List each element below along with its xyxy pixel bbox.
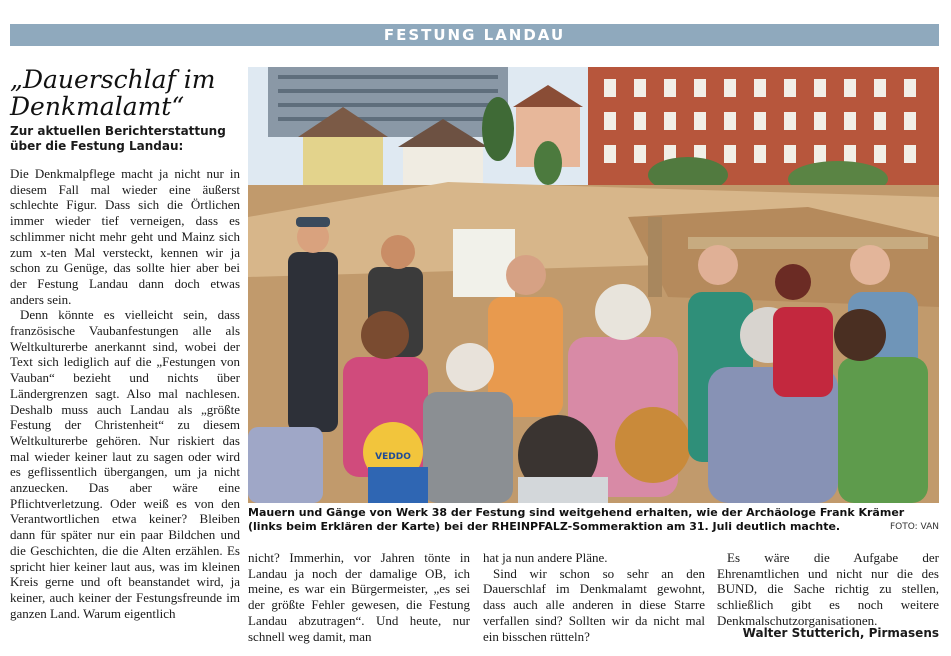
excavation-photo-illustration (248, 67, 939, 503)
section-banner: FESTUNG LANDAU (10, 24, 939, 46)
text-column-3 (483, 550, 705, 644)
site-map (453, 229, 515, 297)
author-signature: Walter Stutterich, Pirmasens (742, 626, 939, 640)
photo-credit: FOTO: VAN (889, 522, 939, 532)
cap-badge: VEDDO (375, 452, 411, 462)
tree (482, 97, 514, 161)
article-photo (248, 67, 939, 503)
text-column-4 (717, 550, 939, 629)
letter-subhead: Zur aktuellen Berichterstattung über die Festung Landau: (10, 124, 226, 153)
paragraph: Die Denkmalpflege macht ja nicht nur in diesem Fall mal wieder eine äußerst schlechte Figur. Dass sich die Örtlichen immer wieder tief verneigen, dass es schlimmer nicht mehr geht und Mainz sich zum x-ten Mal versteckt, kennen wir ja schon zu Genüge, das sollte hier aber bei der Festung Landau dann doch etwas anders sein. (10, 166, 240, 307)
paragraph: Denn könnte es vielleicht sein, dass französische Vaubanfestungen alle als Weltkulturerbe anerkannt sind, wobei der Text sich lediglich auf die „Festungen von Vauban“ bezieht und nichts über Ländergrenzen sagt. Also mal nachlesen. Deshalb muss auch Landau als „größte Festung der Christenheit“ zu diesem Weltkulturerbe gehören. Nur riskiert das mal wieder keiner laut zu sagen oder wird es geflissentlich übergangen, um ja nicht anzuecken. Das aber wäre eine Pflichtverletzung. Oder weiß es von den Verantwortlichen etwa keiner? Bleiben dann für später nur ein paar Bildchen und die Geschichten, die die Alten erzählen. Es spricht hier keiner laut aus, was im kleinen Kreis gerne und oft beanstandet wird, ja keiner, auch keiner der Festungsfreunde im ganzen Land. Warum eigentlich (10, 307, 240, 621)
paragraph: Es wäre die Aufgabe der Ehrenamtlichen und nicht nur die des BUND, die Sache richtig zu stellen, schließlich gibt es noch weitere Denkmalschutzorganisationen. (717, 550, 939, 628)
paragraph: Sind wir schon so sehr an den Dauerschlaf im Denkmalamt gewohnt, dass auch alle anderen in diese Starre verfallen sind? Sollten wir da nicht mal ein bisschen rütteln? (483, 565, 705, 644)
text-column-1 (10, 166, 240, 621)
fortress-wall (648, 217, 662, 297)
tree (534, 141, 562, 185)
photo-caption: Mauern und Gänge von Werk 38 der Festung sind weitgehend erhalten, wie der Archäologe Frank Krämer (links beim Erklären der Karte) bei der RHEINPFALZ-Sommeraktion am 31. Juli deutlich machte. (248, 506, 905, 533)
letter-headline: „Dauerschlaf im Denkmalamt“ (10, 65, 216, 121)
paragraph: nicht? Immerhin, vor Jahren tönte in Landau ja noch der damalige OB, ich meine, es war ein Bürgermeister, „es sei der größte Fehler gewesen, die Festung Landau abzutragen“. Und heute, nur schnell weg damit, man (248, 550, 470, 644)
text-column-2 (248, 550, 470, 644)
paragraph: hat ja nun andere Pläne. (483, 550, 608, 565)
